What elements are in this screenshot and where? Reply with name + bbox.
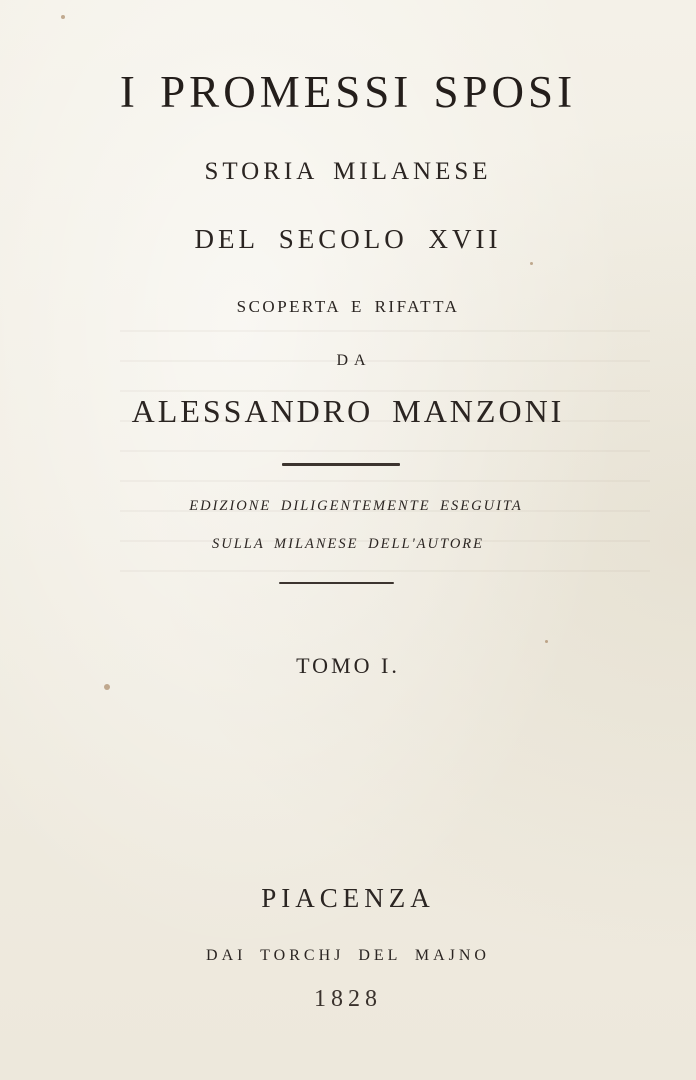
by-line: DA [336,352,372,369]
book-title: I PROMESSI SPOSI [119,67,577,117]
foxing-spot [545,640,548,643]
author-name: ALESSANDRO MANZONI [131,393,565,429]
subtitle-storia: STORIA MILANESE [204,158,492,185]
foxing-spot [104,684,110,690]
edition-note-line-2: SULLA MILANESE DELL'AUTORE [211,536,485,552]
rule-divider-top [282,463,400,466]
volume-label: TOMO I. [296,653,400,678]
imprint-year: 1828 [314,986,382,1012]
subtitle-scoperta: SCOPERTA E RIFATTA [236,297,460,316]
imprint-city: PIACENZA [261,883,435,913]
foxing-spot [61,15,65,19]
foxing-spot [530,262,533,265]
edition-note-line-1: EDIZIONE DILIGENTEMENTE ESEGUITA [189,498,523,514]
imprint-printer: DAI TORCHJ DEL MAJNO [206,947,490,964]
rule-divider-bottom [279,582,394,584]
subtitle-secolo: DEL SECOLO XVII [194,224,502,254]
